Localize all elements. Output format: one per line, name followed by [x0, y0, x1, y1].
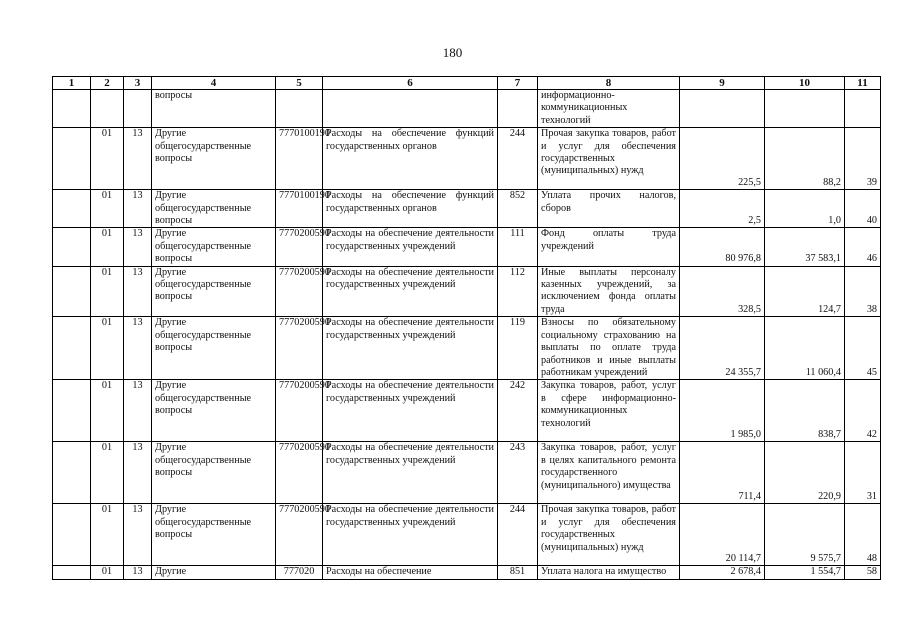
- target-article-name: Расходы на обеспечение функций государственных органов: [323, 128, 498, 190]
- actual-amount: [765, 90, 845, 128]
- expense-type-code: 244: [498, 128, 538, 190]
- section-code: 01: [91, 442, 124, 504]
- section-code: 01: [91, 504, 124, 566]
- row-cell-col1: [53, 317, 91, 380]
- section-code: 01: [91, 317, 124, 380]
- expense-type-code: 112: [498, 266, 538, 317]
- plan-amount: 24 355,7: [680, 317, 765, 380]
- execution-percent: 42: [845, 380, 881, 442]
- target-article-name: Расходы на обеспечение функций государственных органов: [323, 190, 498, 228]
- target-article-name: Расходы на обеспечение деятельности государственных учреждений: [323, 266, 498, 317]
- subsection-code: 13: [124, 228, 152, 266]
- section-name: Другие общегосударственные вопросы: [152, 317, 276, 380]
- subsection-code: 13: [124, 504, 152, 566]
- row-cell-col1: [53, 128, 91, 190]
- section-code: [91, 90, 124, 128]
- row-cell-col1: [53, 380, 91, 442]
- execution-percent: 48: [845, 504, 881, 566]
- table-row: [53, 228, 881, 266]
- actual-amount: 124,7: [765, 266, 845, 317]
- plan-amount: 2 678,4: [680, 566, 765, 579]
- expense-type-name: информационно-коммуникационных технологий: [538, 90, 680, 128]
- expense-type-name: Прочая закупка товаров, работ и услуг для обеспечения государственных (муниципальных) нужд: [538, 504, 680, 566]
- target-article-code: 7770200590: [276, 266, 323, 317]
- actual-amount: 1,0: [765, 190, 845, 228]
- section-code: 01: [91, 266, 124, 317]
- column-header: 7: [498, 77, 538, 90]
- subsection-code: 13: [124, 317, 152, 380]
- expense-type-name: Фонд оплаты труда учреждений: [538, 228, 680, 266]
- actual-amount: 1 554,7: [765, 566, 845, 579]
- subsection-code: 13: [124, 380, 152, 442]
- subsection-code: 13: [124, 128, 152, 190]
- expense-type-code: 242: [498, 380, 538, 442]
- plan-amount: 80 976,8: [680, 228, 765, 266]
- subsection-code: 13: [124, 266, 152, 317]
- target-article-name: Расходы на обеспечение деятельности государственных учреждений: [323, 317, 498, 380]
- column-header: 8: [538, 77, 680, 90]
- section-code: 01: [91, 380, 124, 442]
- budget-table: [52, 76, 881, 580]
- execution-percent: 58: [845, 566, 881, 579]
- section-name: Другие общегосударственные вопросы: [152, 190, 276, 228]
- section-name: Другие общегосударственные вопросы: [152, 128, 276, 190]
- row-cell-col1: [53, 90, 91, 128]
- row-cell-col1: [53, 266, 91, 317]
- section-name: вопросы: [152, 90, 276, 128]
- column-header: 4: [152, 77, 276, 90]
- expense-type-name: Иные выплаты персоналу казенных учреждений, за исключением фонда оплаты труда: [538, 266, 680, 317]
- target-article-code: 777020: [276, 566, 323, 579]
- row-cell-col1: [53, 504, 91, 566]
- expense-type-code: 244: [498, 504, 538, 566]
- execution-percent: 31: [845, 442, 881, 504]
- section-name: Другие общегосударственные вопросы: [152, 228, 276, 266]
- table-row: [53, 504, 881, 566]
- row-cell-col1: [53, 566, 91, 579]
- actual-amount: 37 583,1: [765, 228, 845, 266]
- plan-amount: 20 114,7: [680, 504, 765, 566]
- section-name: Другие: [152, 566, 276, 579]
- target-article-name: Расходы на обеспечение деятельности государственных учреждений: [323, 380, 498, 442]
- page-number: 180: [442, 45, 463, 60]
- plan-amount: 328,5: [680, 266, 765, 317]
- subsection-code: 13: [124, 566, 152, 579]
- subsection-code: 13: [124, 190, 152, 228]
- target-article-code: [276, 90, 323, 128]
- expense-type-name: Уплата налога на имущество: [538, 566, 680, 579]
- execution-percent: 38: [845, 266, 881, 317]
- header-row: [53, 77, 881, 90]
- actual-amount: 11 060,4: [765, 317, 845, 380]
- plan-amount: 711,4: [680, 442, 765, 504]
- plan-amount: 225,5: [680, 128, 765, 190]
- target-article-name: Расходы на обеспечение деятельности государственных учреждений: [323, 442, 498, 504]
- table-row: [53, 380, 881, 442]
- subsection-code: 13: [124, 442, 152, 504]
- table-row: [53, 190, 881, 228]
- section-name: Другие общегосударственные вопросы: [152, 504, 276, 566]
- section-name: Другие общегосударственные вопросы: [152, 380, 276, 442]
- expense-type-name: Взносы по обязательному социальному страхованию на выплаты по оплате труда работников и иные выплаты работникам учреждений: [538, 317, 680, 380]
- column-header: 3: [124, 77, 152, 90]
- execution-percent: 40: [845, 190, 881, 228]
- expense-type-name: Закупка товаров, работ, услуг в сфере информационно-коммуникационных технологий: [538, 380, 680, 442]
- column-header: 11: [845, 77, 881, 90]
- expense-type-code: [498, 90, 538, 128]
- target-article-name: Расходы на обеспечение: [323, 566, 498, 579]
- section-code: 01: [91, 228, 124, 266]
- target-article-code: 7770200590: [276, 228, 323, 266]
- actual-amount: 220,9: [765, 442, 845, 504]
- execution-percent: 45: [845, 317, 881, 380]
- plan-amount: [680, 90, 765, 128]
- expense-type-name: Уплата прочих налогов, сборов: [538, 190, 680, 228]
- table-row: [53, 442, 881, 504]
- execution-percent: [845, 90, 881, 128]
- row-cell-col1: [53, 190, 91, 228]
- plan-amount: 1 985,0: [680, 380, 765, 442]
- subsection-code: [124, 90, 152, 128]
- execution-percent: 39: [845, 128, 881, 190]
- plan-amount: 2,5: [680, 190, 765, 228]
- target-article-code: 7770200590: [276, 317, 323, 380]
- expense-type-code: 111: [498, 228, 538, 266]
- row-cell-col1: [53, 442, 91, 504]
- target-article-code: 7770100190: [276, 128, 323, 190]
- table-row: [53, 317, 881, 380]
- column-header: 5: [276, 77, 323, 90]
- expense-type-code: 119: [498, 317, 538, 380]
- target-article-code: 7770200590: [276, 442, 323, 504]
- actual-amount: 9 575,7: [765, 504, 845, 566]
- target-article-name: Расходы на обеспечение деятельности государственных учреждений: [323, 504, 498, 566]
- target-article-code: 7770100190: [276, 190, 323, 228]
- section-code: 01: [91, 190, 124, 228]
- actual-amount: 88,2: [765, 128, 845, 190]
- table-row: [53, 566, 881, 579]
- table-row: [53, 128, 881, 190]
- target-article-name: Расходы на обеспечение деятельности государственных учреждений: [323, 228, 498, 266]
- column-header: 6: [323, 77, 498, 90]
- table-row: [53, 90, 881, 128]
- target-article-code: 7770200590: [276, 504, 323, 566]
- expense-type-code: 852: [498, 190, 538, 228]
- table-row: [53, 266, 881, 317]
- column-header: 2: [91, 77, 124, 90]
- target-article-name: [323, 90, 498, 128]
- column-header: 9: [680, 77, 765, 90]
- section-name: Другие общегосударственные вопросы: [152, 266, 276, 317]
- expense-type-name: Закупка товаров, работ, услуг в целях капитального ремонта государственного (муниципального) имущества: [538, 442, 680, 504]
- column-header: 10: [765, 77, 845, 90]
- section-name: Другие общегосударственные вопросы: [152, 442, 276, 504]
- actual-amount: 838,7: [765, 380, 845, 442]
- target-article-code: 7770200590: [276, 380, 323, 442]
- section-code: 01: [91, 566, 124, 579]
- expense-type-code: 851: [498, 566, 538, 579]
- expense-type-name: Прочая закупка товаров, работ и услуг для обеспечения государственных (муниципальных) нужд: [538, 128, 680, 190]
- row-cell-col1: [53, 228, 91, 266]
- execution-percent: 46: [845, 228, 881, 266]
- column-header: 1: [53, 77, 91, 90]
- expense-type-code: 243: [498, 442, 538, 504]
- section-code: 01: [91, 128, 124, 190]
